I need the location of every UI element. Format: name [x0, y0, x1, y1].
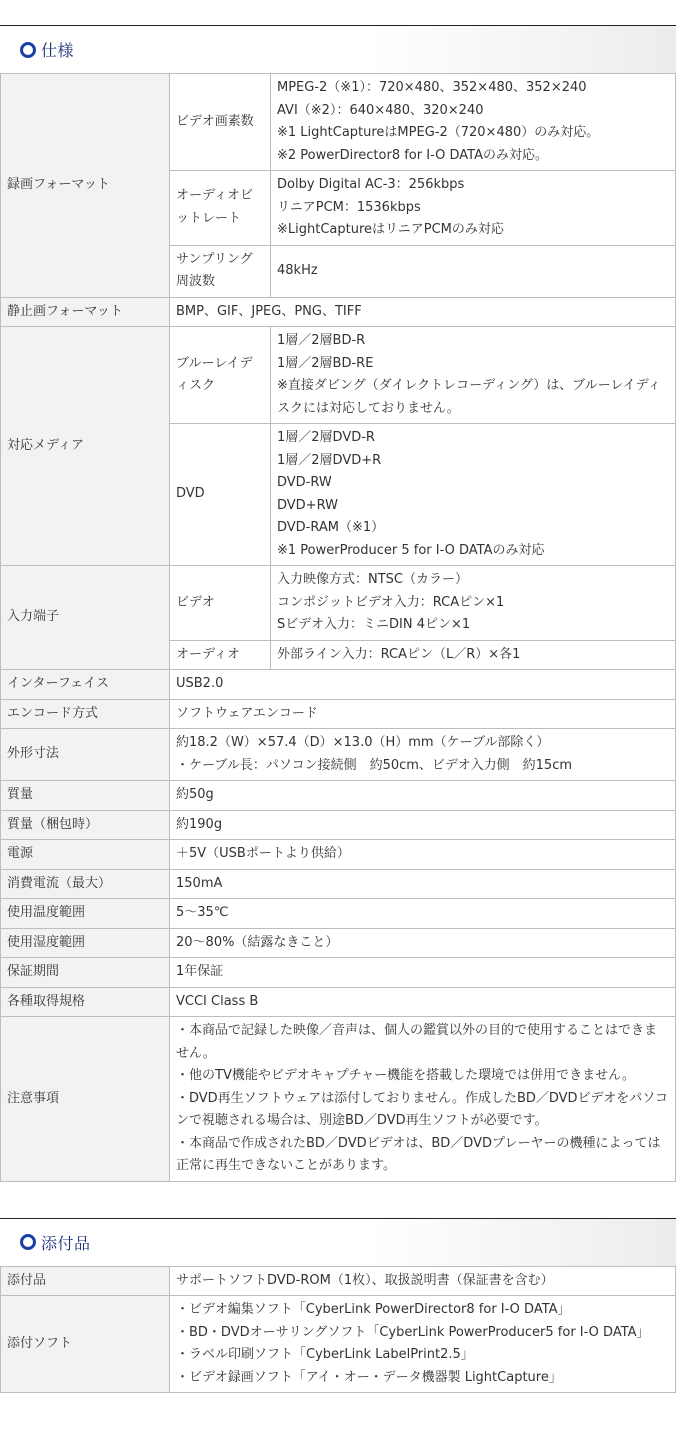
table-row — [1, 869, 676, 899]
row-value — [271, 74, 676, 171]
row-value: 1年保証 — [170, 958, 676, 988]
value-line: 約18.2（W）×57.4（D）×13.0（H）mm（ケーブル部除く） — [176, 735, 550, 750]
row-value — [271, 327, 676, 424]
table-row — [1, 987, 676, 1017]
row-label: 外形寸法 — [1, 729, 170, 781]
section-title: 添付品 — [41, 1233, 91, 1253]
value-line: ・BD・DVDオーサリングソフト「CyberLink PowerProducer5 for I-O DATA」 — [176, 1324, 650, 1340]
value-line: ※1 LightCaptureはMPEG-2（720×480）のみ対応。 — [277, 125, 600, 140]
row-label: インターフェイス — [1, 670, 170, 700]
row-sublabel: サンプリング周波数 — [170, 245, 271, 297]
ring-icon — [20, 1234, 36, 1250]
table-row — [1, 840, 676, 870]
row-label: 質量（梱包時） — [1, 810, 170, 840]
table-row — [1, 699, 676, 729]
value-line: ・本商品で作成されたBD／DVDビデオは、BD／DVDプレーヤーの機種によっては正常に再生できないことがあります。 — [176, 1135, 661, 1173]
row-value — [170, 1017, 676, 1182]
row-value — [170, 729, 676, 781]
row-label: 電源 — [1, 840, 170, 870]
table-row — [1, 928, 676, 958]
value-line: Dolby Digital AC-3：256kbps — [277, 177, 465, 192]
table-row — [1, 781, 676, 811]
row-label: 注意事項 — [1, 1017, 170, 1182]
value-line: ※LightCaptureはリニアPCMのみ対応 — [277, 222, 504, 237]
table-row — [1, 899, 676, 929]
row-sublabel: ビデオ — [170, 566, 271, 641]
section-gap — [0, 1182, 676, 1218]
section-header-spec — [0, 25, 676, 73]
row-value: 約190g — [170, 810, 676, 840]
value-line: Sビデオ入力：ミニDIN 4ピン×1 — [277, 617, 471, 632]
row-value — [271, 566, 676, 641]
value-line: AVI（※2）：640×480、320×240 — [277, 102, 484, 118]
value-line: ※直接ダビング（ダイレクトレコーディング）は、ブルーレイディスクには対応しておりません。 — [277, 378, 661, 416]
value-line: 入力映像方式：NTSC（カラー） — [277, 572, 468, 587]
row-value: 48kHz — [271, 245, 676, 297]
table-row — [1, 958, 676, 988]
row-label: 添付品 — [1, 1266, 170, 1296]
table-row — [1, 1017, 676, 1182]
value-line: ・ビデオ編集ソフト「CyberLink PowerDirector8 for I-O DATA」 — [176, 1302, 571, 1317]
row-label: 使用湿度範囲 — [1, 928, 170, 958]
row-value — [271, 171, 676, 246]
value-line: DVD-RW — [277, 475, 332, 490]
table-row — [1, 729, 676, 781]
value-line: DVD+RW — [277, 497, 338, 513]
accessories-section — [0, 1218, 676, 1394]
section-header-accessories — [0, 1218, 676, 1266]
row-sublabel: DVD — [170, 424, 271, 566]
section-title: 仕様 — [41, 41, 75, 60]
row-sublabel: ビデオ画素数 — [170, 74, 271, 171]
row-value — [170, 1296, 676, 1393]
table-row — [1, 1266, 676, 1296]
row-value: 約50g — [170, 781, 676, 811]
row-label: 各種取得規格 — [1, 987, 170, 1017]
ring-icon — [20, 42, 36, 58]
row-value: 150mA — [170, 869, 676, 899]
value-line: ・ビデオ録画ソフト「アイ・オー・データ機器製 LightCapture」 — [176, 1369, 562, 1385]
value-line: 1層／2層DVD+R — [277, 452, 382, 468]
table-row — [1, 1296, 676, 1393]
row-value — [271, 424, 676, 566]
table-row — [1, 810, 676, 840]
value-line: ※2 PowerDirector8 for I-O DATAのみ対応。 — [277, 147, 548, 163]
row-label: 添付ソフト — [1, 1296, 170, 1393]
row-sublabel: オーディオビットレート — [170, 171, 271, 246]
row-value: サポートソフトDVD-ROM（1枚）、取扱説明書（保証書を含む） — [170, 1266, 676, 1296]
value-line: MPEG-2（※1）：720×480、352×480、352×240 — [277, 80, 587, 95]
table-row — [1, 670, 676, 700]
row-label: 消費電流（最大） — [1, 869, 170, 899]
value-line: 1層／2層BD-R — [277, 333, 366, 348]
spec-table — [0, 73, 676, 1182]
value-line: ・ラベル印刷ソフト「CyberLink LabelPrint2.5」 — [176, 1347, 474, 1362]
row-value: VCCI Class B — [170, 987, 676, 1017]
row-label: エンコード方式 — [1, 699, 170, 729]
row-label: 対応メディア — [1, 327, 170, 566]
row-sublabel: ブルーレイディスク — [170, 327, 271, 424]
row-value: 20〜80%（結露なきこと） — [170, 928, 676, 958]
value-line: 1層／2層BD-RE — [277, 355, 374, 371]
row-value: ＋5V（USBポートより供給） — [170, 840, 676, 870]
value-line: コンポジットビデオ入力：RCAピン×1 — [277, 594, 505, 610]
table-row — [1, 327, 676, 424]
spec-section — [0, 25, 676, 1182]
row-label: 保証期間 — [1, 958, 170, 988]
value-line: ※1 PowerProducer 5 for I-O DATAのみ対応 — [277, 542, 545, 558]
row-label: 録画フォーマット — [1, 74, 170, 298]
row-label: 静止画フォーマット — [1, 297, 170, 327]
row-value: BMP、GIF、JPEG、PNG、TIFF — [170, 297, 676, 327]
row-label: 使用温度範囲 — [1, 899, 170, 929]
value-line: ・本商品で記録した映像／音声は、個人の鑑賞以外の目的で使用することはできません。 — [176, 1023, 658, 1061]
row-sublabel: オーディオ — [170, 640, 271, 670]
value-line: 1層／2層DVD-R — [277, 430, 375, 445]
value-line: ・DVD再生ソフトウェアは添付しておりません。作成したBD／DVDビデオをパソコンで視聴される場合は、別途BD／DVD再生ソフトが必要です。 — [176, 1090, 669, 1128]
row-value: USB2.0 — [170, 670, 676, 700]
row-value: 外部ライン入力：RCAピン（L／R）×各1 — [271, 640, 676, 670]
value-line: ・ケーブル長：パソコン接続側 約50cm、ビデオ入力側 約15cm — [176, 757, 573, 773]
value-line: リニアPCM：1536kbps — [277, 199, 421, 215]
row-label: 入力端子 — [1, 566, 170, 670]
accessories-table — [0, 1266, 676, 1394]
row-label: 質量 — [1, 781, 170, 811]
table-row — [1, 74, 676, 171]
value-line: ・他のTV機能やビデオキャプチャー機能を搭載した環境では併用できません。 — [176, 1068, 635, 1083]
row-value: 5〜35℃ — [170, 899, 676, 929]
row-value: ソフトウェアエンコード — [170, 699, 676, 729]
value-line: DVD-RAM（※1） — [277, 520, 385, 535]
table-row — [1, 566, 676, 641]
table-row — [1, 297, 676, 327]
